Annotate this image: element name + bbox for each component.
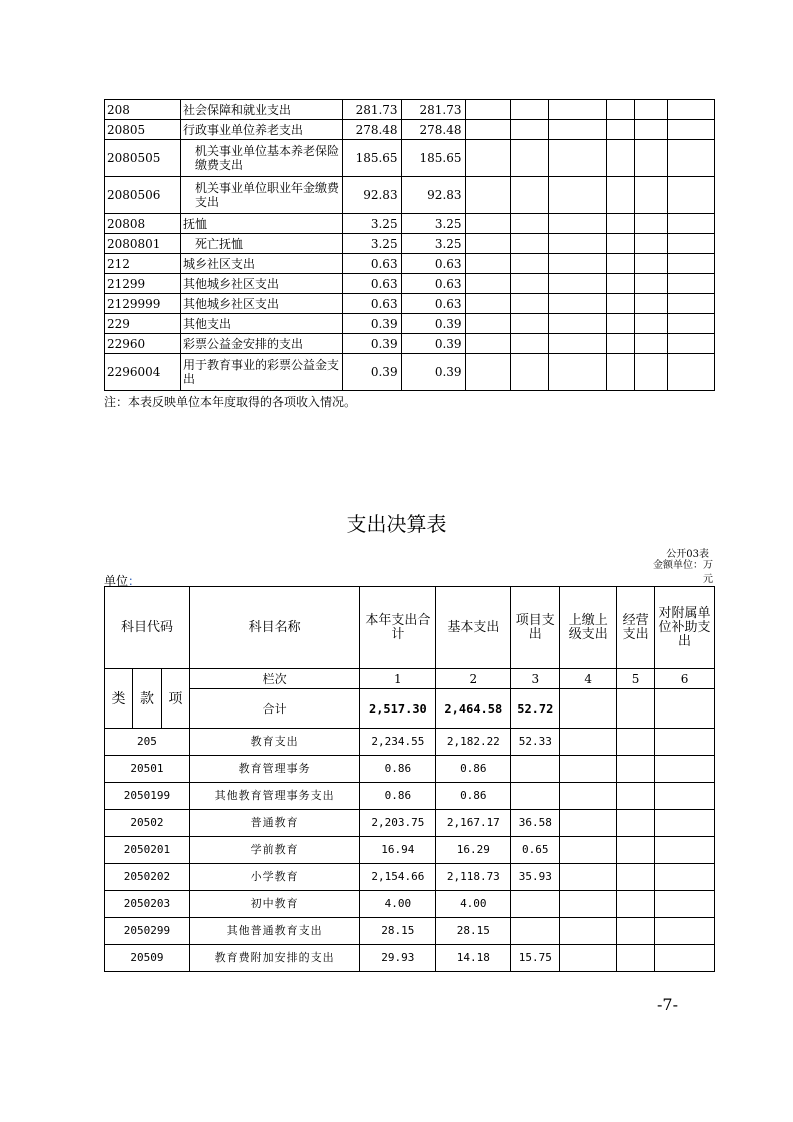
page-number: -7- bbox=[657, 995, 678, 1014]
row-subsidy bbox=[655, 756, 715, 783]
empty-cell bbox=[668, 100, 715, 120]
col-num-4: 4 bbox=[560, 669, 617, 689]
row-subsidy bbox=[655, 810, 715, 837]
table-row bbox=[105, 234, 715, 254]
row-code: 2050201 bbox=[105, 837, 190, 864]
row-basic: 3.25 bbox=[401, 234, 465, 254]
empty-cell bbox=[465, 354, 511, 391]
row-total: 3.25 bbox=[342, 214, 401, 234]
row-name: 其他教育管理事务支出 bbox=[189, 783, 360, 810]
total-upper bbox=[560, 689, 617, 729]
row-name: 死亡抚恤 bbox=[180, 234, 342, 254]
row-total: 0.86 bbox=[360, 756, 436, 783]
empty-cell bbox=[549, 274, 607, 294]
row-code: 22960 bbox=[105, 334, 181, 354]
empty-cell bbox=[635, 177, 668, 214]
row-upper bbox=[560, 783, 617, 810]
income-table bbox=[104, 99, 715, 391]
col-num-2: 2 bbox=[436, 669, 511, 689]
header-basic: 基本支出 bbox=[436, 587, 511, 669]
empty-cell bbox=[511, 354, 549, 391]
row-name: 其他普通教育支出 bbox=[189, 918, 360, 945]
unit-colon: ： bbox=[128, 574, 141, 588]
row-total: 29.93 bbox=[360, 945, 436, 972]
header-upper: 上缴上级支出 bbox=[560, 587, 617, 669]
empty-cell bbox=[511, 254, 549, 274]
total-basic: 2,464.58 bbox=[436, 689, 511, 729]
amount-unit-note: 金额单位：万元 bbox=[653, 560, 713, 585]
row-name: 机关事业单位职业年金缴费支出 bbox=[180, 177, 342, 214]
row-project: 36.58 bbox=[511, 810, 560, 837]
row-basic: 2,167.17 bbox=[436, 810, 511, 837]
row-basic: 0.63 bbox=[401, 254, 465, 274]
row-basic: 0.39 bbox=[401, 334, 465, 354]
col-num-3: 3 bbox=[511, 669, 560, 689]
empty-cell bbox=[635, 314, 668, 334]
table-row bbox=[105, 294, 715, 314]
row-code: 229 bbox=[105, 314, 181, 334]
empty-cell bbox=[511, 234, 549, 254]
table-row bbox=[105, 354, 715, 391]
empty-cell bbox=[668, 294, 715, 314]
empty-cell bbox=[549, 140, 607, 177]
row-name: 教育费附加安排的支出 bbox=[189, 945, 360, 972]
row-project: 52.33 bbox=[511, 729, 560, 756]
row-upper bbox=[560, 864, 617, 891]
expense-table bbox=[104, 586, 715, 972]
row-basic: 0.63 bbox=[401, 294, 465, 314]
empty-cell bbox=[511, 274, 549, 294]
empty-cell bbox=[465, 177, 511, 214]
empty-cell bbox=[635, 294, 668, 314]
row-total: 2,203.75 bbox=[360, 810, 436, 837]
row-name: 彩票公益金安排的支出 bbox=[180, 334, 342, 354]
row-basic: 16.29 bbox=[436, 837, 511, 864]
empty-cell bbox=[635, 214, 668, 234]
empty-cell bbox=[511, 334, 549, 354]
empty-cell bbox=[465, 140, 511, 177]
row-code: 20501 bbox=[105, 756, 190, 783]
row-subsidy bbox=[655, 783, 715, 810]
row-code: 208 bbox=[105, 100, 181, 120]
row-code: 20502 bbox=[105, 810, 190, 837]
row-code: 2129999 bbox=[105, 294, 181, 314]
row-project bbox=[511, 783, 560, 810]
header-code: 科目代码 bbox=[105, 587, 190, 669]
row-total: 92.83 bbox=[342, 177, 401, 214]
row-code: 2080505 bbox=[105, 140, 181, 177]
total-business bbox=[617, 689, 655, 729]
empty-cell bbox=[635, 120, 668, 140]
table-row bbox=[105, 274, 715, 294]
row-business bbox=[617, 837, 655, 864]
row-basic: 3.25 bbox=[401, 214, 465, 234]
row-project bbox=[511, 756, 560, 783]
empty-cell bbox=[511, 120, 549, 140]
row-code: 2296004 bbox=[105, 354, 181, 391]
row-basic: 92.83 bbox=[401, 177, 465, 214]
empty-cell bbox=[668, 334, 715, 354]
empty-cell bbox=[511, 214, 549, 234]
table-row bbox=[105, 120, 715, 140]
row-subsidy bbox=[655, 891, 715, 918]
row-code: 2050299 bbox=[105, 918, 190, 945]
row-total: 16.94 bbox=[360, 837, 436, 864]
row-project bbox=[511, 891, 560, 918]
row-upper bbox=[560, 891, 617, 918]
row-name: 城乡社区支出 bbox=[180, 254, 342, 274]
empty-cell bbox=[607, 100, 635, 120]
empty-cell bbox=[465, 234, 511, 254]
empty-cell bbox=[668, 214, 715, 234]
row-total: 3.25 bbox=[342, 234, 401, 254]
empty-cell bbox=[607, 354, 635, 391]
empty-cell bbox=[465, 214, 511, 234]
row-basic: 4.00 bbox=[436, 891, 511, 918]
col-num-1: 1 bbox=[360, 669, 436, 689]
row-code: 2050202 bbox=[105, 864, 190, 891]
row-basic: 281.73 bbox=[401, 100, 465, 120]
row-upper bbox=[560, 729, 617, 756]
row-basic: 0.86 bbox=[436, 756, 511, 783]
row-name: 小学教育 bbox=[189, 864, 360, 891]
row-code: 2050203 bbox=[105, 891, 190, 918]
row-business bbox=[617, 729, 655, 756]
row-basic: 278.48 bbox=[401, 120, 465, 140]
row-name: 社会保障和就业支出 bbox=[180, 100, 342, 120]
empty-cell bbox=[635, 234, 668, 254]
empty-cell bbox=[607, 334, 635, 354]
row-code: 2050199 bbox=[105, 783, 190, 810]
empty-cell bbox=[635, 334, 668, 354]
table-row bbox=[105, 945, 715, 972]
row-basic: 0.63 bbox=[401, 274, 465, 294]
empty-cell bbox=[549, 294, 607, 314]
row-name: 其他城乡社区支出 bbox=[180, 294, 342, 314]
row-basic: 14.18 bbox=[436, 945, 511, 972]
row-total: 28.15 bbox=[360, 918, 436, 945]
row-business bbox=[617, 945, 655, 972]
header-xiang: 项 bbox=[161, 669, 189, 729]
empty-cell bbox=[549, 314, 607, 334]
empty-cell bbox=[668, 354, 715, 391]
total-label: 合计 bbox=[189, 689, 360, 729]
unit-label-text: 单位 bbox=[104, 574, 129, 588]
empty-cell bbox=[607, 214, 635, 234]
row-subsidy bbox=[655, 945, 715, 972]
row-basic: 2,182.22 bbox=[436, 729, 511, 756]
row-business bbox=[617, 783, 655, 810]
empty-cell bbox=[635, 254, 668, 274]
table-note: 注：本表反映单位本年度取得的各项收入情况。 bbox=[104, 395, 357, 409]
row-name: 用于教育事业的彩票公益金支出 bbox=[180, 354, 342, 391]
table-row bbox=[105, 837, 715, 864]
table-row bbox=[105, 918, 715, 945]
empty-cell bbox=[549, 234, 607, 254]
table-row bbox=[105, 864, 715, 891]
row-name: 其他城乡社区支出 bbox=[180, 274, 342, 294]
empty-cell bbox=[465, 274, 511, 294]
row-project: 15.75 bbox=[511, 945, 560, 972]
table-row bbox=[105, 140, 715, 177]
row-name: 行政事业单位养老支出 bbox=[180, 120, 342, 140]
table-row bbox=[105, 783, 715, 810]
row-basic: 185.65 bbox=[401, 140, 465, 177]
row-total: 278.48 bbox=[342, 120, 401, 140]
row-total: 2,154.66 bbox=[360, 864, 436, 891]
header-kuan: 款 bbox=[132, 669, 161, 729]
empty-cell bbox=[635, 140, 668, 177]
row-upper bbox=[560, 756, 617, 783]
empty-cell bbox=[511, 140, 549, 177]
empty-cell bbox=[511, 100, 549, 120]
col-num-5: 5 bbox=[617, 669, 655, 689]
row-code: 20805 bbox=[105, 120, 181, 140]
row-upper bbox=[560, 837, 617, 864]
table-row bbox=[105, 100, 715, 120]
header-total: 本年支出合计 bbox=[360, 587, 436, 669]
row-basic: 2,118.73 bbox=[436, 864, 511, 891]
empty-cell bbox=[465, 100, 511, 120]
empty-cell bbox=[668, 274, 715, 294]
row-project bbox=[511, 918, 560, 945]
col-num-6: 6 bbox=[655, 669, 715, 689]
empty-cell bbox=[465, 294, 511, 314]
total-subsidy bbox=[655, 689, 715, 729]
form-number: 公开03表 bbox=[666, 549, 709, 560]
row-upper bbox=[560, 810, 617, 837]
row-total: 2,234.55 bbox=[360, 729, 436, 756]
empty-cell bbox=[549, 334, 607, 354]
empty-cell bbox=[549, 214, 607, 234]
row-business bbox=[617, 891, 655, 918]
row-basic: 28.15 bbox=[436, 918, 511, 945]
empty-cell bbox=[465, 314, 511, 334]
row-subsidy bbox=[655, 918, 715, 945]
empty-cell bbox=[635, 100, 668, 120]
row-total: 0.63 bbox=[342, 274, 401, 294]
empty-cell bbox=[668, 234, 715, 254]
row-total: 281.73 bbox=[342, 100, 401, 120]
empty-cell bbox=[607, 314, 635, 334]
table-row bbox=[105, 177, 715, 214]
empty-cell bbox=[511, 294, 549, 314]
empty-cell bbox=[607, 140, 635, 177]
table-row bbox=[105, 729, 715, 756]
empty-cell bbox=[607, 274, 635, 294]
empty-cell bbox=[607, 234, 635, 254]
empty-cell bbox=[465, 254, 511, 274]
header-lanci: 栏次 bbox=[189, 669, 360, 689]
total-project: 52.72 bbox=[511, 689, 560, 729]
header-business: 经营支出 bbox=[617, 587, 655, 669]
row-upper bbox=[560, 918, 617, 945]
row-name: 抚恤 bbox=[180, 214, 342, 234]
empty-cell bbox=[668, 314, 715, 334]
row-name: 初中教育 bbox=[189, 891, 360, 918]
empty-cell bbox=[511, 314, 549, 334]
table-row bbox=[105, 214, 715, 234]
empty-cell bbox=[465, 334, 511, 354]
row-project: 35.93 bbox=[511, 864, 560, 891]
row-name: 普通教育 bbox=[189, 810, 360, 837]
empty-cell bbox=[668, 120, 715, 140]
row-name: 其他支出 bbox=[180, 314, 342, 334]
table-row bbox=[105, 891, 715, 918]
empty-cell bbox=[549, 177, 607, 214]
empty-cell bbox=[549, 120, 607, 140]
row-subsidy bbox=[655, 729, 715, 756]
row-total: 0.86 bbox=[360, 783, 436, 810]
row-basic: 0.39 bbox=[401, 354, 465, 391]
table-row bbox=[105, 810, 715, 837]
row-name: 教育支出 bbox=[189, 729, 360, 756]
empty-cell bbox=[607, 254, 635, 274]
page-title: 支出决算表 bbox=[346, 512, 447, 536]
row-code: 2080506 bbox=[105, 177, 181, 214]
row-business bbox=[617, 756, 655, 783]
row-name: 机关事业单位基本养老保险缴费支出 bbox=[180, 140, 342, 177]
empty-cell bbox=[549, 254, 607, 274]
empty-cell bbox=[607, 294, 635, 314]
row-subsidy bbox=[655, 837, 715, 864]
row-name: 教育管理事务 bbox=[189, 756, 360, 783]
row-business bbox=[617, 918, 655, 945]
row-business bbox=[617, 864, 655, 891]
row-project: 0.65 bbox=[511, 837, 560, 864]
row-total: 0.39 bbox=[342, 354, 401, 391]
total-amount: 2,517.30 bbox=[360, 689, 436, 729]
empty-cell bbox=[511, 177, 549, 214]
row-code: 20509 bbox=[105, 945, 190, 972]
row-code: 20808 bbox=[105, 214, 181, 234]
empty-cell bbox=[668, 140, 715, 177]
row-total: 0.63 bbox=[342, 254, 401, 274]
header-subsidy: 对附属单位补助支出 bbox=[655, 587, 715, 669]
empty-cell bbox=[668, 177, 715, 214]
row-subsidy bbox=[655, 864, 715, 891]
row-total: 0.63 bbox=[342, 294, 401, 314]
empty-cell bbox=[668, 254, 715, 274]
empty-cell bbox=[549, 100, 607, 120]
row-total: 0.39 bbox=[342, 334, 401, 354]
row-business bbox=[617, 810, 655, 837]
row-code: 2080801 bbox=[105, 234, 181, 254]
empty-cell bbox=[635, 274, 668, 294]
header-lei: 类 bbox=[105, 669, 133, 729]
table-row bbox=[105, 756, 715, 783]
row-total: 4.00 bbox=[360, 891, 436, 918]
row-basic: 0.39 bbox=[401, 314, 465, 334]
row-total: 0.39 bbox=[342, 314, 401, 334]
table-row bbox=[105, 334, 715, 354]
row-code: 205 bbox=[105, 729, 190, 756]
row-basic: 0.86 bbox=[436, 783, 511, 810]
row-code: 21299 bbox=[105, 274, 181, 294]
empty-cell bbox=[549, 354, 607, 391]
table-row bbox=[105, 314, 715, 334]
row-code: 212 bbox=[105, 254, 181, 274]
empty-cell bbox=[465, 120, 511, 140]
row-upper bbox=[560, 945, 617, 972]
header-project: 项目支出 bbox=[511, 587, 560, 669]
row-total: 185.65 bbox=[342, 140, 401, 177]
empty-cell bbox=[607, 177, 635, 214]
header-name: 科目名称 bbox=[189, 587, 360, 669]
row-name: 学前教育 bbox=[189, 837, 360, 864]
table-row bbox=[105, 254, 715, 274]
empty-cell bbox=[607, 120, 635, 140]
empty-cell bbox=[635, 354, 668, 391]
